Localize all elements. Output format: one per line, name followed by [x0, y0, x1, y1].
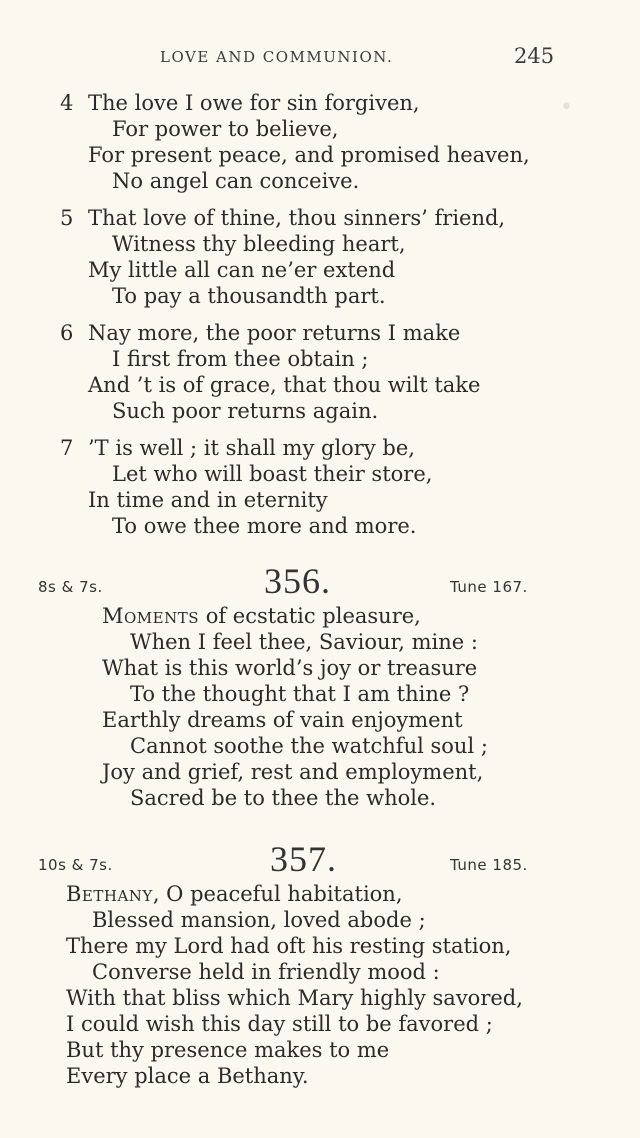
hymn-line: With that bliss which Mary highly savored,	[66, 986, 523, 1010]
hymn-first-line	[102, 603, 421, 629]
verse-line: The love I owe for sin forgiven,	[88, 91, 420, 115]
verse-line: To owe thee more and more.	[112, 514, 417, 538]
hymn-number: 357.	[270, 839, 337, 879]
hymn-line: But thy presence makes to me	[66, 1038, 390, 1062]
hymn-first-word: Moments	[102, 604, 200, 628]
verse-number: 4	[60, 91, 74, 115]
verse-line: For present peace, and promised heaven,	[88, 143, 530, 167]
verse-number: 5	[60, 206, 74, 230]
hymn-first-line-rest: , O peaceful habitation,	[152, 882, 403, 906]
hymn-line: Earthly dreams of vain enjoyment	[102, 708, 463, 732]
hymn-first-line-rest: of ecstatic pleasure,	[199, 604, 421, 628]
running-header: LOVE AND COMMUNION.	[160, 48, 394, 66]
hymn-tune: Tune 167.	[450, 578, 528, 596]
bleed-through-mark: •	[560, 95, 573, 120]
hymn-number: 356.	[264, 561, 331, 601]
hymn-first-line	[66, 881, 403, 907]
verse-line: Such poor returns again.	[112, 399, 379, 423]
verse-line: My little all can ne’er extend	[88, 258, 396, 282]
hymn-line: When I feel thee, Saviour, mine :	[130, 630, 478, 654]
verse-line: Let who will boast their store,	[112, 462, 433, 486]
hymn-meter: 8s & 7s.	[38, 578, 103, 596]
page-number: 245	[514, 44, 555, 68]
hymn-meter: 10s & 7s.	[38, 856, 113, 874]
verse-line: No angel can conceive.	[112, 169, 360, 193]
hymn-first-word: Bethany	[66, 882, 153, 906]
hymn-line: I could wish this day still to be favored ;	[66, 1012, 493, 1036]
hymn-line: Every place a Bethany.	[66, 1064, 309, 1088]
verse-line: I first from thee obtain ;	[112, 347, 369, 371]
verse-number: 7	[60, 436, 74, 460]
verse-line: To pay a thousandth part.	[112, 284, 386, 308]
hymn-line: Joy and grief, rest and employment,	[102, 760, 484, 784]
verse-number: 6	[60, 321, 74, 345]
verse-line: Nay more, the poor returns I make	[88, 321, 461, 345]
verse-line: That love of thine, thou sinners’ friend,	[88, 206, 506, 230]
verse-line: In time and in eternity	[88, 488, 328, 512]
hymn-line: Cannot soothe the watchful soul ;	[130, 734, 488, 758]
hymn-line: What is this world’s joy or treasure	[102, 656, 478, 680]
hymn-line: There my Lord had oft his resting station,	[66, 934, 512, 958]
verse-line: For power to believe,	[112, 117, 339, 141]
verse-line: ’T is well ; it shall my glory be,	[88, 436, 415, 460]
verse-line: And ’t is of grace, that thou wilt take	[88, 373, 481, 397]
verse-line: Witness thy bleeding heart,	[112, 232, 406, 256]
hymn-line: Converse held in friendly mood :	[92, 960, 440, 984]
hymn-line: Sacred be to thee the whole.	[130, 786, 437, 810]
hymn-line: Blessed mansion, loved abode ;	[92, 908, 426, 932]
hymn-line: To the thought that I am thine ?	[130, 682, 470, 706]
hymn-tune: Tune 185.	[450, 856, 528, 874]
